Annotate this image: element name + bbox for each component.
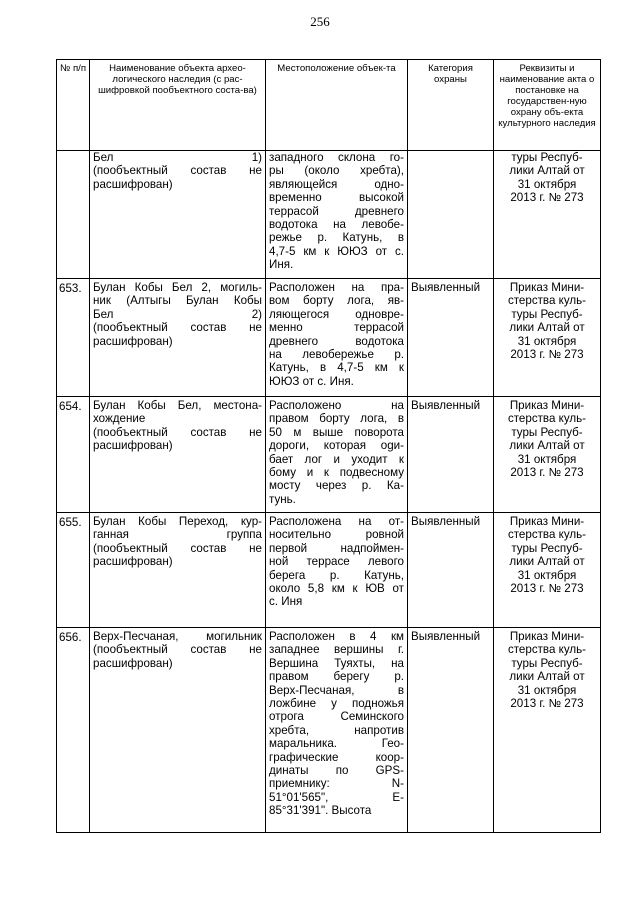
- cell-line: 85°31'391". Высота: [269, 804, 372, 818]
- cell-line: 2013 г. № 273: [510, 697, 584, 711]
- cell-line: Булан Кобы Бел, местона-: [93, 399, 262, 412]
- cell-category: Выявленный: [408, 513, 494, 628]
- cell-object-name: [90, 151, 266, 279]
- header-location: Местоположение объек-та: [266, 60, 408, 151]
- cell-line: ник (Алтыгы Булан Кобы: [93, 294, 262, 308]
- cell-line: 51°01'565", E-: [269, 790, 404, 804]
- cell-location: [266, 513, 408, 628]
- cell-line: ганная группа: [93, 528, 262, 542]
- header-name: Наименование объекта архео-логического наследия (с рас-шифровкой пообъектного соста-ва): [90, 60, 266, 151]
- cell-line: 2013 г. № 273: [510, 466, 584, 480]
- cell-line: 31 октября: [517, 177, 577, 191]
- cell-line: туры Респуб-: [511, 541, 583, 555]
- cell-line: лики Алтай от: [509, 321, 585, 335]
- cell-line: стерства куль-: [507, 643, 587, 657]
- cell-location: [266, 397, 408, 513]
- cell-line: расшифрован): [93, 439, 173, 453]
- cell-line: (пообъектный состав не: [93, 541, 262, 555]
- cell-line: 31 октября: [517, 452, 577, 466]
- cell-line: западнее вершины г.: [269, 643, 404, 657]
- cell-object-name: [90, 279, 266, 397]
- cell-line: Иня.: [269, 258, 294, 272]
- cell-line: временно высокой: [269, 191, 404, 205]
- cell-line: тунь.: [269, 492, 296, 506]
- header-category: Категория охраны: [408, 60, 494, 151]
- cell-location: [266, 151, 408, 279]
- cell-line: туры Респуб-: [511, 307, 583, 321]
- cell-line: Приказ Мини-: [509, 630, 585, 643]
- cell-line: вом борту лога, яв-: [269, 294, 404, 308]
- cell-line: (пообъектный состав не: [93, 164, 262, 178]
- cell-line: бому и к подвесному: [269, 466, 404, 480]
- cell-line: Приказ Мини-: [509, 399, 585, 412]
- cell-line: Расположен в 4 км: [269, 630, 404, 643]
- cell-line: ной террасе левого: [269, 555, 404, 569]
- cell-object-name: [90, 397, 266, 513]
- cell-line: с. Иня: [269, 595, 303, 609]
- header-requisites: Реквизиты и наименование акта о постановке на государствен-ную охрану объ-екта культурного наследия: [494, 60, 601, 151]
- cell-line: 2013 г. № 273: [510, 582, 584, 596]
- cell-line: правом борту лога, в: [269, 412, 404, 426]
- cell-line: ляющегося одновре-: [269, 307, 404, 321]
- table-row: [57, 279, 601, 397]
- cell-line: стерства куль-: [507, 528, 587, 542]
- cell-line: лики Алтай от: [509, 164, 585, 178]
- cell-num: 653.: [57, 279, 90, 397]
- cell-line: мосту через р. Ка-: [269, 479, 404, 493]
- cell-line: (пообъектный состав не: [93, 321, 262, 335]
- cell-object-name: [90, 628, 266, 833]
- table-row: [57, 513, 601, 628]
- cell-line: расшифрован): [93, 334, 173, 348]
- cell-line: менно террасой: [269, 321, 404, 335]
- cell-line: дороги, которая ogи-: [269, 439, 404, 453]
- cell-line: (пообъектный состав не: [93, 425, 262, 439]
- cell-line: 2013 г. № 273: [510, 191, 584, 205]
- table-body: [57, 151, 601, 833]
- cell-num: 655.: [57, 513, 90, 628]
- cell-num: [57, 151, 90, 279]
- cell-line: Булан Кобы Переход, кур-: [93, 515, 262, 528]
- cell-line: на левобережье р.: [269, 348, 404, 362]
- cell-line: около 5,8 км к ЮВ от: [269, 582, 404, 596]
- cell-requisites: [494, 628, 601, 833]
- cell-line: Приказ Мини-: [509, 281, 585, 294]
- cell-line: Верх-Песчаная, могильник: [93, 630, 262, 643]
- cell-requisites: [494, 397, 601, 513]
- cell-requisites: [494, 151, 601, 279]
- cell-line: Катунь, в 4,7-5 км к: [269, 361, 404, 375]
- cell-line: являющейся одно-: [269, 177, 404, 191]
- cell-line: Верх-Песчаная, в: [269, 683, 404, 697]
- cell-line: лики Алтай от: [509, 439, 585, 453]
- cell-line: Расположена на от-: [269, 515, 404, 528]
- cell-location: [266, 628, 408, 833]
- cell-location: [266, 279, 408, 397]
- table-row: [57, 628, 601, 833]
- cell-line: ложбине у подножья: [269, 697, 404, 711]
- cell-num: 656.: [57, 628, 90, 833]
- cell-line: Расположено на: [269, 399, 404, 412]
- cell-line: туры Респуб-: [511, 425, 583, 439]
- cell-category: Выявленный: [408, 628, 494, 833]
- cell-line: графические коор-: [269, 750, 404, 764]
- cell-line: стерства куль-: [507, 412, 587, 426]
- heritage-objects-table: [56, 59, 601, 833]
- cell-line: туры Респуб-: [511, 656, 583, 670]
- table-row: [57, 151, 601, 279]
- cell-line: ЮЮЗ от с. Иня.: [269, 374, 354, 388]
- cell-line: ры (около хребта),: [269, 164, 404, 178]
- table-header-row: [57, 60, 601, 151]
- cell-line: 50 м выше поворота: [269, 425, 404, 439]
- cell-line: режье р. Катунь, в: [269, 231, 404, 245]
- cell-line: лики Алтай от: [509, 555, 585, 569]
- cell-line: террасой древнего: [269, 204, 404, 218]
- cell-line: Бел 2): [93, 307, 262, 321]
- cell-requisites: [494, 279, 601, 397]
- cell-line: хребта, напротив: [269, 723, 404, 737]
- cell-line: стерства куль-: [507, 294, 587, 308]
- table-row: [57, 397, 601, 513]
- cell-line: берега р. Катунь,: [269, 568, 404, 582]
- cell-line: правом берегу р.: [269, 670, 404, 684]
- cell-line: 4,7-5 км к ЮЮЗ от с.: [269, 244, 404, 258]
- cell-line: западного склона го-: [269, 151, 404, 164]
- cell-line: расшифрован): [93, 656, 173, 670]
- cell-line: 31 октября: [517, 683, 577, 697]
- cell-line: древнего водотока: [269, 334, 404, 348]
- cell-category: [408, 151, 494, 279]
- cell-num: 654.: [57, 397, 90, 513]
- page-number: 256: [310, 14, 330, 29]
- cell-line: водотока на левобе-: [269, 218, 404, 232]
- cell-line: (пообъектный состав не: [93, 643, 262, 657]
- cell-line: Вершина Туяхты, на: [269, 656, 404, 670]
- cell-requisites: [494, 513, 601, 628]
- cell-line: 31 октября: [517, 568, 577, 582]
- cell-line: маральника. Гео-: [269, 737, 404, 751]
- cell-category: Выявленный: [408, 279, 494, 397]
- cell-line: Булан Кобы Бел 2, могиль-: [93, 281, 262, 294]
- cell-line: Приказ Мини-: [509, 515, 585, 528]
- cell-line: носительно ровной: [269, 528, 404, 542]
- cell-line: отрога Семинского: [269, 710, 404, 724]
- cell-line: бает лог и уходит к: [269, 452, 404, 466]
- cell-line: Расположен на пра-: [269, 281, 404, 294]
- cell-line: расшифрован): [93, 177, 173, 191]
- cell-line: туры Респуб-: [511, 151, 583, 164]
- cell-line: 31 октября: [517, 334, 577, 348]
- cell-line: первой надпоймен-: [269, 541, 404, 555]
- cell-category: Выявленный: [408, 397, 494, 513]
- cell-line: динаты по GPS-: [269, 764, 404, 778]
- cell-line: хождение: [93, 412, 146, 426]
- cell-line: 2013 г. № 273: [510, 348, 584, 362]
- cell-line: расшифрован): [93, 555, 173, 569]
- cell-line: Бел 1): [93, 151, 262, 164]
- cell-line: приемнику: N-: [269, 777, 404, 791]
- cell-line: лики Алтай от: [509, 670, 585, 684]
- header-num: № п/п: [57, 60, 90, 151]
- cell-object-name: [90, 513, 266, 628]
